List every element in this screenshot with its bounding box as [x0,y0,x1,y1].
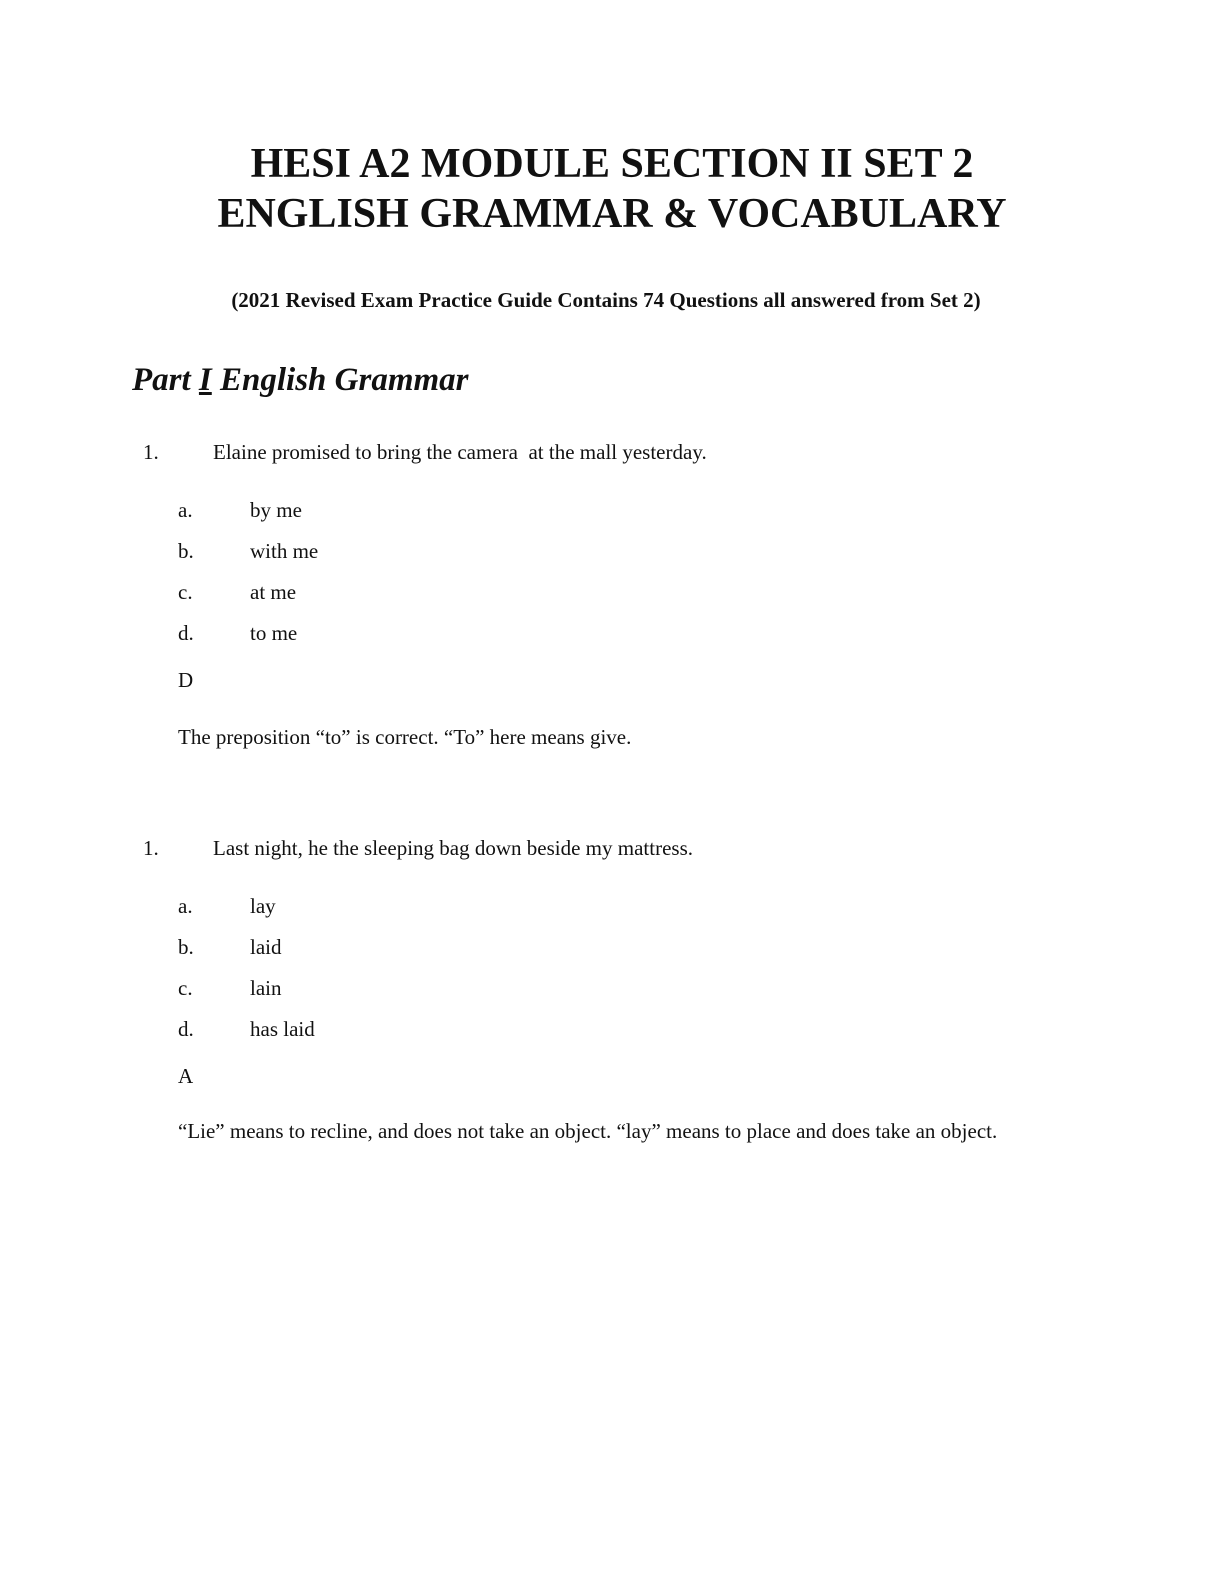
option-letter: b. [178,935,194,959]
option-text: by me [250,498,302,522]
option-letter: d. [178,621,194,645]
option-letter: a. [178,498,193,522]
part-heading [132,362,469,399]
question-number: 1. [143,440,159,464]
part-heading-numeral: I [198,362,212,398]
option-letter: c. [178,580,193,604]
part-heading-suffix: English Grammar [211,362,469,398]
document-title-line-1: HESI A2 MODULE SECTION II SET 2 [250,141,974,187]
answer-explanation: The preposition “to” is correct. “To” here means give. [178,725,632,749]
part-heading-prefix: Part [132,362,199,398]
option-text: lain [250,976,282,1000]
option-letter: d. [178,1017,194,1041]
question-text: Last night, he the sleeping bag down beside my mattress. [213,836,693,860]
option-letter: c. [178,976,193,1000]
option-text: to me [250,621,298,645]
document-title-line-2: ENGLISH GRAMMAR & VOCABULARY [217,191,1007,237]
option-text: has laid [250,1017,315,1041]
option-letter: b. [178,539,194,563]
option-text: with me [250,539,319,563]
answer-key: D [178,668,194,692]
option-text: laid [250,935,282,959]
option-text: at me [250,580,297,604]
option-text: lay [250,894,276,918]
question-number: 1. [143,836,159,860]
document-subtitle: (2021 Revised Exam Practice Guide Contains 74 Questions all answered from Set 2) [231,288,981,312]
question-text: Elaine promised to bring the camera at the mall yesterday. [213,440,707,464]
option-letter: a. [178,894,193,918]
answer-key: A [178,1064,194,1088]
answer-explanation: “Lie” means to recline, and does not take an object. “lay” means to place and does take an object. [178,1119,998,1143]
